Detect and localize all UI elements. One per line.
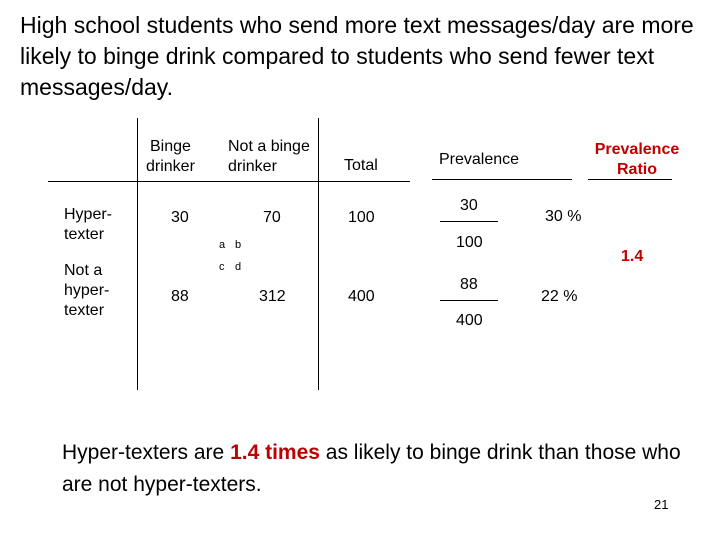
row-label-hypertexter: [64, 205, 112, 245]
prevalence-ratio-header: [594, 140, 680, 180]
conclusion-part2: as likely to binge drink than those who are not hyper-texters.: [62, 441, 681, 496]
prevalence-header: Prevalence: [439, 151, 520, 168]
prevalence-r2-denominator: 400: [456, 312, 483, 329]
page-number: 21: [654, 497, 669, 512]
prevalence-r1-numerator: 30: [460, 197, 478, 214]
cell-label-b: b: [235, 239, 242, 251]
prevalence-r2-fraction-bar: [440, 300, 498, 301]
table-vertical-rule-right: [318, 118, 319, 390]
prevalence-ratio-header-rule: [588, 179, 672, 180]
row-label-hypertexter-line1: Hyper-: [64, 206, 113, 223]
row-label-not-hypertexter-line3: texter: [64, 302, 105, 319]
cell-r1-not-binge: 70: [263, 209, 281, 226]
conclusion-part1: Hyper-texters are: [62, 441, 231, 464]
cell-r1-total: 100: [348, 209, 375, 226]
conclusion-highlight: 1.4 times: [230, 441, 320, 464]
col-header-not-binge: [228, 137, 310, 177]
prevalence-r2-numerator: 88: [460, 276, 478, 293]
col-header-not-binge-line1: Not a binge: [228, 138, 310, 155]
prevalence-ratio-value: 1.4: [621, 248, 644, 265]
prevalence-r2-percent: 22 %: [541, 288, 578, 305]
cell-label-d: d: [235, 261, 242, 273]
prevalence-ratio-header-line2: Ratio: [617, 161, 657, 178]
cell-r2-not-binge: 312: [259, 288, 286, 305]
table-vertical-rule-left: [137, 118, 138, 390]
cell-label-c: c: [219, 261, 225, 273]
prevalence-header-rule: [432, 179, 572, 180]
prevalence-r1-fraction-bar: [440, 221, 498, 222]
row-label-not-hypertexter-line1: Not a: [64, 262, 103, 279]
prevalence-ratio-header-line1: Prevalence: [594, 141, 680, 158]
col-header-total: Total: [344, 157, 378, 174]
table-header-rule: [48, 181, 410, 182]
cell-r2-total: 400: [348, 288, 375, 305]
conclusion-text: [62, 437, 682, 501]
cell-r2-binge: 88: [171, 288, 189, 305]
row-label-not-hypertexter: [64, 261, 109, 321]
cell-r1-binge: 30: [171, 209, 189, 226]
slide-title: High school students who send more text messages/day are more likely to binge drink compared to students who send fewer text messages/day.: [20, 12, 694, 100]
col-header-binge: [146, 137, 195, 177]
col-header-binge-line2: drinker: [146, 158, 195, 175]
col-header-binge-line1: Binge: [149, 138, 191, 155]
row-label-hypertexter-line2: texter: [64, 226, 105, 243]
cell-label-a: a: [219, 239, 226, 251]
row-label-not-hypertexter-line2: hyper-: [64, 282, 110, 299]
prevalence-r1-denominator: 100: [456, 234, 483, 251]
prevalence-r1-percent: 30 %: [545, 208, 582, 225]
col-header-not-binge-line2: drinker: [228, 158, 277, 175]
